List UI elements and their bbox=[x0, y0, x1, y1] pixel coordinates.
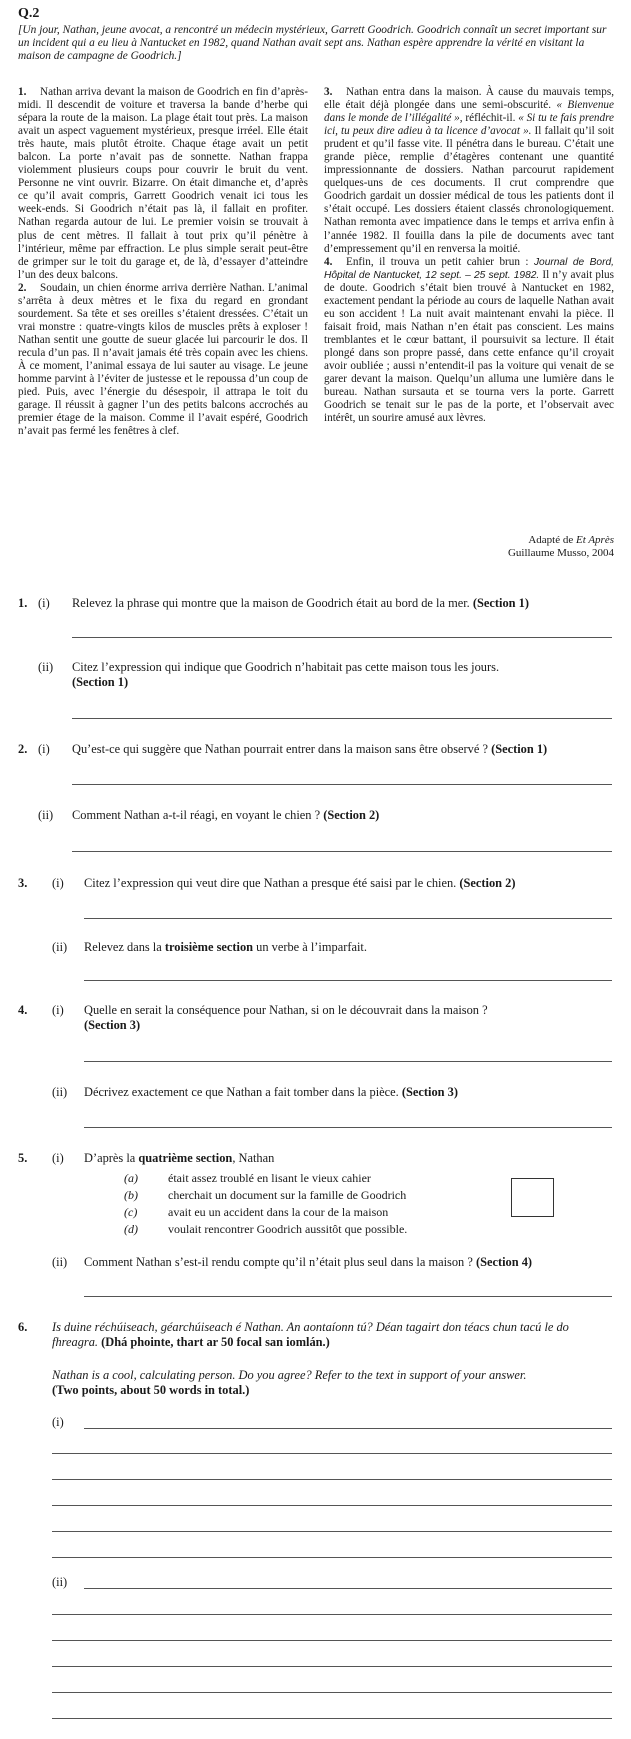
q5ii-label: (ii) bbox=[52, 1255, 68, 1269]
q6-number: 6. bbox=[18, 1320, 28, 1334]
answer-line[interactable] bbox=[84, 1588, 612, 1589]
q5ii-section: (Section 4) bbox=[475, 1255, 533, 1269]
answer-line[interactable] bbox=[52, 1666, 612, 1667]
answer-line[interactable] bbox=[52, 1531, 612, 1532]
section-1-number: 1. bbox=[18, 86, 27, 98]
answer-line[interactable] bbox=[72, 784, 612, 785]
q6ii-label: (ii) bbox=[52, 1575, 68, 1589]
question-number: Q.2 bbox=[18, 6, 40, 21]
option-d-label: (d) bbox=[124, 1222, 138, 1236]
attribution-title: Et Après bbox=[576, 534, 614, 546]
section-1-text: Nathan arriva devant la maison de Goodrich en fin d’après-midi. Il descendit de voiture et traversa la bande d’herbe qui sépara la route de la maison. La plage était tout près. La maison avait un aspect vaguement mystérieux, presque irréel. Elle était très haute, mais plutôt étroite. Chaque étage avait un petit balcon. La porte n’avait pas de sonnette. Nathan frappa violemment plusieurs coups pour couvrir le bruit du vent. Personne ne vint ouvrir. Bizarre. On était dimanche et, d’après ce qu’il avait compris, Garrett Goodrich venait ici tous les week-ends. Si Goodrich n’était pas là, il fallait en profiter. Nathan regarda autour de lui. Le premier voisin se trouvait à plus de cent mètres. Il fallait à tout prix qu’il pénètre à l’intérieur, même par effraction. Le plus simple serait peut-être de grimper sur le toit du garage et, de là, d’essayer d’atteindre l’un des deux balcons. bbox=[18, 86, 308, 281]
intro-text: [Un jour, Nathan, jeune avocat, a rencontré un médecin mystérieux, Garrett Goodrich. Goodrich connaît un secret important sur un incident qui a eu lieu à Nantucket en 1982, quand Nathan avait sept ans. Nathan espère apprendre la vérité en visitant la maison de campagne de Goodrich.] bbox=[18, 24, 607, 62]
answer-line[interactable] bbox=[52, 1692, 612, 1693]
section-2 bbox=[18, 282, 308, 439]
q3ii-text-post: un verbe à l’imparfait. bbox=[253, 940, 367, 954]
answer-line[interactable] bbox=[84, 980, 612, 981]
attribution-adapted: Adapté de bbox=[528, 534, 576, 546]
q3ii-label: (ii) bbox=[52, 940, 68, 954]
option-b-label: (b) bbox=[124, 1188, 138, 1202]
answer-line[interactable] bbox=[84, 1061, 612, 1062]
section-3-quote-b: « Si tu te fais prendre ici, tu peux dire adieu à ta licence d’avocat ». bbox=[324, 112, 614, 138]
q2ii-section: (Section 2) bbox=[323, 808, 380, 822]
q3i-label: (i) bbox=[52, 876, 64, 890]
q2-number: 2. bbox=[18, 742, 28, 756]
q6-english-bold: (Two points, about 50 words in total.) bbox=[52, 1383, 250, 1397]
attribution bbox=[508, 534, 614, 560]
answer-line[interactable] bbox=[52, 1505, 612, 1506]
q3ii-text-pre: Relevez dans la bbox=[84, 940, 165, 954]
answer-line[interactable] bbox=[84, 1296, 612, 1297]
section-3-number: 3. bbox=[324, 86, 333, 98]
q4ii-label: (ii) bbox=[52, 1085, 68, 1099]
q2ii-text: Comment Nathan a-t-il réagi, en voyant le chien ? bbox=[72, 808, 321, 822]
q3ii-text-bold: troisième section bbox=[164, 940, 254, 954]
answer-line[interactable] bbox=[84, 918, 612, 919]
q1-number: 1. bbox=[18, 596, 28, 610]
q2ii-label: (ii) bbox=[38, 808, 54, 822]
option-b-text: cherchait un document sur la famille de Goodrich bbox=[168, 1188, 407, 1202]
q5i-text-bold: quatrième section bbox=[138, 1151, 233, 1165]
q5i-text-post: , Nathan bbox=[232, 1151, 275, 1165]
q1i-label: (i) bbox=[38, 596, 50, 610]
q2i-label: (i) bbox=[38, 742, 50, 756]
q6-irish-bold: (Dhá phointe, thart ar 50 focal san iomlán.) bbox=[101, 1335, 330, 1349]
answer-line[interactable] bbox=[52, 1479, 612, 1480]
option-d-text: voulait rencontrer Goodrich aussitôt que possible. bbox=[168, 1222, 408, 1236]
answer-line[interactable] bbox=[72, 718, 612, 719]
section-4 bbox=[324, 256, 614, 426]
passage-right-column bbox=[324, 86, 614, 425]
section-3-text-c: Il fallait qu’il soit prudent et qu’il fasse vite. Il pénétra dans le bureau. C’était une grande pièce, remplie d’étagères contenant une quantité impressionnante de dossiers. Nathan parcourut rapidement quelques-uns de ces documents. Il crut comprendre que Goodrich gardait un dossier médical de tous les patients dont il s’était occupé. Les dossiers étaient classés chronologiquement. Nathan remonta avec impatience dans le temps et arriva enfin à l’année 1982. Il fouilla dans la pile de documents avec tant d’empressement qu’il en renversa la moitié. bbox=[324, 125, 614, 255]
q5-number: 5. bbox=[18, 1151, 28, 1165]
q4i-label: (i) bbox=[52, 1003, 64, 1017]
section-4-text-b: Il n’y avait plus de doute. Goodrich s’était bien trouvé à Nantucket en 1982, exactement pendant la période au cours de laquelle Nathan avait eu son accident ! La nuit avait maintenant envahi la pièce. Il faisait froid, mais Nathan n’en était pas conscient. Les mains tremblantes et le cœur battant, il poursuivit sa lecture. Il était plongé dans son propre passé, dans cette enfance qu’il croyait avoir oubliée ; aussi n’entendit-il pas la voiture qui venait de se garer devant la maison. Quelqu’un alluma une lumière dans le bureau. Nathan sursauta et se tourna vers la porte. Garrett Goodrich se tenait sur le pas de la porte, et l’observait avec intérêt, un sourire amusé aux lèvres. bbox=[324, 268, 615, 425]
q3-number: 3. bbox=[18, 876, 28, 890]
q1i-text: Relevez la phrase qui montre que la maison de Goodrich était au bord de la mer. bbox=[72, 596, 470, 610]
q6-english-text: Nathan is a cool, calculating person. Do you agree? Refer to the text in support of your answer. bbox=[52, 1368, 527, 1382]
section-2-number: 2. bbox=[18, 281, 27, 294]
section-1 bbox=[18, 86, 308, 282]
answer-line[interactable] bbox=[52, 1640, 612, 1641]
q5ii-text: Comment Nathan s’est-il rendu compte qu’il n’était plus seul dans la maison ? bbox=[84, 1255, 473, 1269]
option-a-label: (a) bbox=[124, 1171, 138, 1185]
passage-left-column bbox=[18, 86, 308, 438]
q4i-text: Quelle en serait la conséquence pour Nathan, si on le découvrait dans la maison ? bbox=[84, 1003, 488, 1017]
q2i-text: Qu’est-ce qui suggère que Nathan pourrait entrer dans la maison sans être observé ? bbox=[72, 742, 488, 756]
answer-line[interactable] bbox=[72, 851, 612, 852]
q3i-section: (Section 2) bbox=[459, 876, 516, 890]
section-4-number: 4. bbox=[324, 255, 333, 268]
section-3-quote-a: « Bienvenue dans le monde de l’illégalité », bbox=[324, 99, 614, 125]
q4ii-section: (Section 3) bbox=[401, 1085, 458, 1099]
answer-line[interactable] bbox=[72, 637, 612, 638]
q1ii-text: Citez l’expression qui indique que Goodrich n’habitait pas cette maison tous les jours. bbox=[72, 660, 500, 674]
section-3-text-b: réfléchit-il. bbox=[462, 112, 519, 125]
q1ii-label: (ii) bbox=[38, 660, 54, 674]
option-c-label: (c) bbox=[124, 1205, 138, 1219]
q6-irish-text: Is duine réchúiseach, géarchúiseach é Nathan. An aontaíonn tú? Déan tagairt don téacs chun tacú le do fhreagra. bbox=[52, 1320, 569, 1349]
option-c-text: avait eu un accident dans la cour de la maison bbox=[168, 1205, 389, 1219]
answer-line[interactable] bbox=[52, 1453, 612, 1454]
option-a-text: était assez troublé en lisant le vieux cahier bbox=[168, 1171, 371, 1185]
answer-line[interactable] bbox=[84, 1127, 612, 1128]
q1ii-section: (Section 1) bbox=[72, 675, 129, 689]
section-4-journal-title: Journal de Bord, Hôpital de Nantucket, 12 sept. – 25 sept. 1982. bbox=[324, 256, 614, 281]
q4-number: 4. bbox=[18, 1003, 28, 1017]
answer-line[interactable] bbox=[52, 1557, 612, 1558]
q3i-text: Citez l’expression qui veut dire que Nathan a presque été saisi par le chien. bbox=[84, 876, 457, 890]
section-3-text-a: Nathan entra dans la maison. À cause du mauvais temps, elle était déjà plongée dans une semi-obscurité. bbox=[324, 86, 614, 112]
q2i-section: (Section 1) bbox=[491, 742, 548, 756]
answer-line[interactable] bbox=[52, 1614, 612, 1615]
q6i-label: (i) bbox=[52, 1415, 64, 1429]
section-4-text-a: Enfin, il trouva un petit cahier brun : bbox=[346, 255, 534, 268]
attribution-author: Guillaume Musso, 2004 bbox=[507, 547, 614, 559]
section-2-text: Soudain, un chien énorme arriva derrière Nathan. L’animal s’arrêta à deux mètres et le fixa du regard en grondant sourdement. Sa tête et ses oreilles s’étaient dressées. C’était un vrai monstre : quatre-vingts kilos de muscles prêts à exploser ! Nathan sentit une goutte de sueur glacée lui parcourir le dos. Il recula d’un pas. Il n’avait jamais été très copain avec les chiens. À ce moment, l’animal essaya de lui sauter au visage. Le jeune homme parvint à l’éviter de justesse et le repoussa d’un coup de pied. Puis, avec l’énergie du désespoir, il attrapa le toit du garage. Il réussit à gagner l’un des petits balcons accrochés au premier étage de la maison. Comme il l’avait espéré, Goodrich n’avait pas fermé les fenêtres à clef. bbox=[18, 281, 308, 438]
q4ii-text: Décrivez exactement ce que Nathan a fait tomber dans la pièce. bbox=[84, 1085, 399, 1099]
section-3 bbox=[324, 86, 614, 256]
q5i-label: (i) bbox=[52, 1151, 64, 1165]
q5i-text-pre: D’après la bbox=[84, 1151, 139, 1165]
answer-line[interactable] bbox=[52, 1718, 612, 1719]
answer-line[interactable] bbox=[84, 1428, 612, 1429]
q1i-section: (Section 1) bbox=[472, 596, 529, 610]
answer-box[interactable] bbox=[511, 1178, 554, 1217]
q4i-section: (Section 3) bbox=[84, 1018, 141, 1032]
